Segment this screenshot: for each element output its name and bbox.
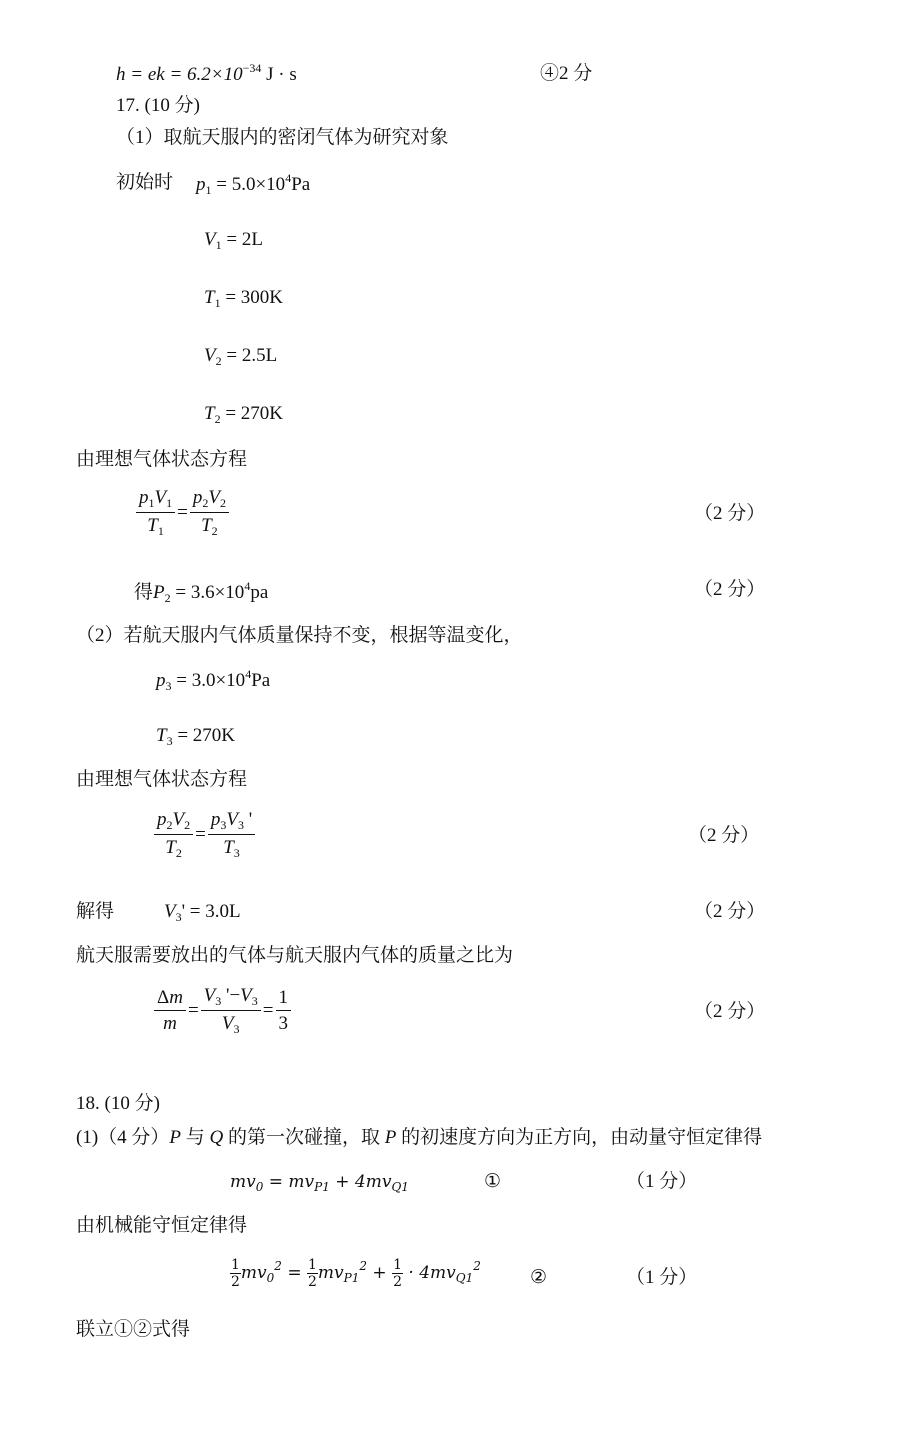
q17-part2-intro: （2）若航天服内气体质量保持不变，根据等温变化， — [76, 625, 523, 646]
initial-state-label: 初始时 — [116, 172, 174, 193]
T3-equation: $T_3 = 270K$ — [156, 725, 236, 748]
combine-heading: 联立①②式得 — [76, 1319, 191, 1340]
T1-equation: $T_1 = 300K$ — [204, 287, 284, 310]
V1-equation: $V_1 = 2L$ — [204, 229, 263, 252]
question-17-title: 17. (10 分) — [116, 95, 200, 116]
solve-label: 解得 — [76, 901, 115, 922]
question-18-title: 18. (10 分) — [76, 1093, 160, 1114]
energy-equation-label: ② — [530, 1267, 548, 1288]
score-mass-ratio: （2 分） — [694, 1001, 766, 1022]
p3-equation: $p_3 = 3.0\times 10^4Pa$ — [156, 667, 271, 693]
score-ideal-gas-1: （2 分） — [694, 503, 766, 524]
mass-ratio-heading: 航天服需要放出的气体与航天服内气体的质量之比为 — [76, 945, 514, 966]
mech-energy-heading: 由机械能守恒定律得 — [76, 1215, 248, 1236]
ideal-gas-law-heading-2: 由理想气体状态方程 — [76, 769, 248, 790]
planck-score: ④2 分 — [540, 63, 593, 84]
score-V3-prime: （2 分） — [694, 901, 766, 922]
p1-equation: $p_1 = 5.0\times 10^4Pa$ — [196, 171, 311, 197]
energy-equation: $\frac{1}{2}$ $mv_0^2$ = $\frac{1}{2}$ $mv_{P1}^2$ + $\frac{1}{2}$ · $4mv_{Q1}^2$ — [231, 1257, 481, 1290]
mass-ratio-equation: $\frac{\Delta m}{m}$ = $\frac{V_3 '-V_3}{V_3}$ = $\frac{1}{3}$ — [154, 986, 291, 1035]
score-P2: （2 分） — [694, 579, 766, 600]
V3-prime-result: $V_3' = 3.0L$ — [164, 901, 241, 924]
q18-part1-intro: (1)（4 分）P 与 Q 的第一次碰撞，取 P 的初速度方向为正方向，由动量守恒定律得 — [76, 1127, 763, 1148]
ideal-gas-fraction-1: $\frac{p_1V_1}{T_1}$ = $\frac{p_2V_2}{T_2}$ — [136, 488, 229, 537]
V2-equation: $V_2 = 2.5L$ — [204, 345, 278, 368]
momentum-equation: $mv_0 = mv_{P1} + 4mv_{Q1}$ — [230, 1172, 409, 1194]
score-ideal-gas-2: （2 分） — [688, 825, 760, 846]
ideal-gas-law-heading-1: 由理想气体状态方程 — [76, 449, 248, 470]
T2-equation: $T_2 = 270K$ — [204, 403, 284, 426]
P2-result: 得$P_2 = 3.6\times 10^4pa$ — [134, 579, 269, 605]
score-energy: （1 分） — [626, 1267, 698, 1288]
planck-equation: h = ek = $6.2\times 10^{-34}$ J · s — [116, 61, 297, 85]
momentum-equation-label: ① — [484, 1171, 502, 1192]
score-momentum: （1 分） — [626, 1171, 698, 1192]
ideal-gas-fraction-2: $\frac{p_2V_2}{T_2}$ = $\frac{p_3V_3 '}{T_3}$ — [154, 810, 255, 859]
q17-part1-intro: （1）取航天服内的密闭气体为研究对象 — [116, 127, 449, 148]
